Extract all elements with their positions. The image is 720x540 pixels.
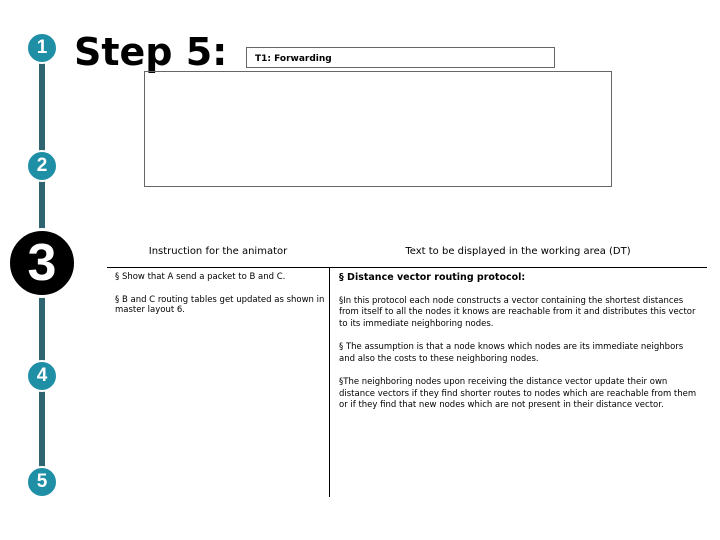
instruction-item: § Show that A send a packet to B and C. [115, 272, 286, 282]
header-divider [107, 267, 707, 268]
page-title: Step 5: [74, 30, 228, 74]
dv-heading: § Distance vector routing protocol: [339, 272, 526, 283]
dt-paragraph: §The neighboring nodes upon receiving the distance vector update their own distance vectors if they find shorter routes to nodes which are reachable from them or if they find that new nodes which are not present in their distance vector. [339, 377, 697, 410]
display-text [339, 272, 699, 424]
animator-instruction-header: Instruction for the animator [148, 246, 288, 257]
task-label-box: T1: Forwarding [246, 47, 555, 68]
step-2-marker: 2 [26, 150, 58, 182]
step-1-marker: 1 [26, 32, 58, 64]
animation-area [144, 71, 612, 187]
step-4-marker: 4 [26, 360, 58, 392]
dt-paragraph: § The assumption is that a node knows which nodes are its immediate neighbors and also the costs to these neighboring nodes. [339, 342, 684, 364]
dt-paragraph: §In this protocol each node constructs a vector containing the shortest distances from itself to all the nodes it knows are reachable from it and distributes this vector to its immediate neighboring nodes. [339, 295, 696, 329]
instruction-item: § B and C routing tables get updated as shown in master layout 6. [115, 294, 325, 315]
display-text-header: Text to be displayed in the working area (DT) [405, 246, 631, 257]
step-3-marker-current: 3 [7, 228, 77, 298]
animator-instructions [115, 272, 325, 328]
step-5-marker: 5 [26, 466, 58, 498]
column-divider [329, 267, 330, 497]
